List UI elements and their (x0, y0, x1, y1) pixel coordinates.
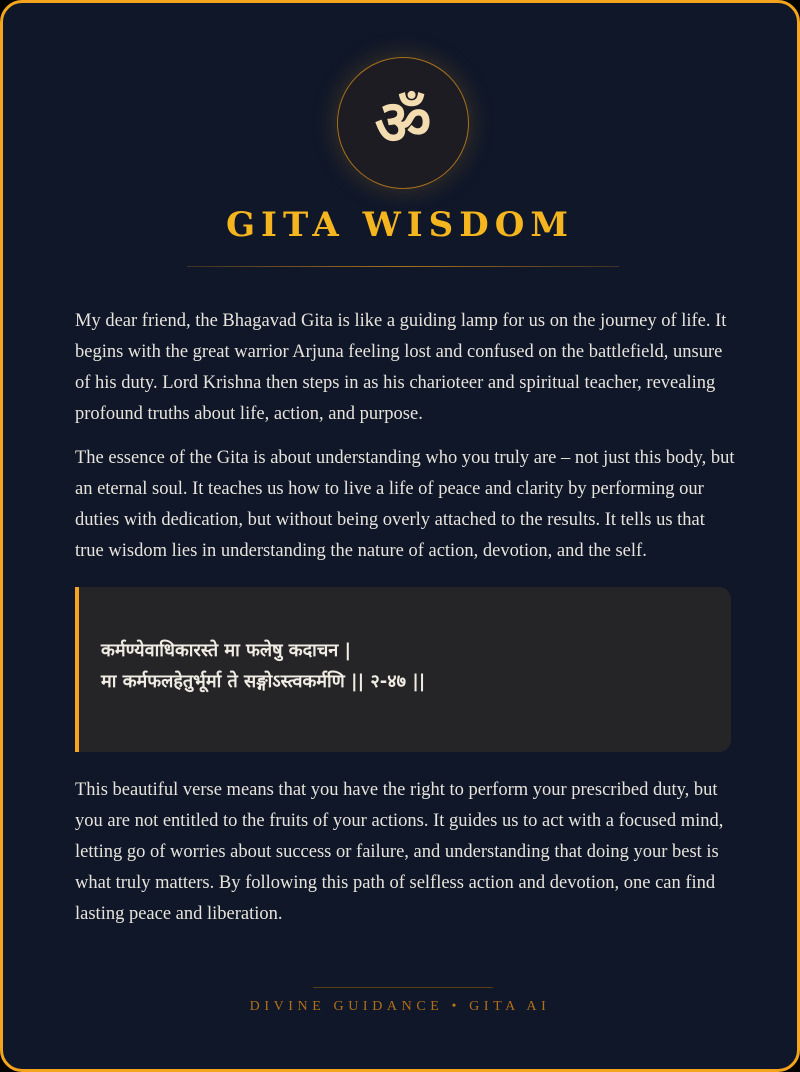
page-title: GITA WISDOM (226, 205, 574, 245)
verse-quote (75, 587, 731, 752)
verse-line-1: कर्मण्येवाधिकारस्ते मा फलेषु कदाचन | (101, 640, 352, 661)
verse-explanation-paragraph: This beautiful verse means that you have the right to perform your prescribed duty, but you are not entitled to the fruits of your actions. It guides us to act with a focused mind, letting go of worries about success or failure, and understanding that doing your best is what truly matters. By following this path of selfless action and devotion, one can find lasting peace and liberation. (75, 780, 724, 924)
om-icon: ॐ (374, 86, 432, 159)
title-divider (187, 266, 619, 267)
om-emblem (337, 57, 469, 189)
verse-line-2: मा कर्मफलहेतुर्भूर्मा ते सङ्गोऽस्त्वकर्मणि || २-४७ || (101, 671, 426, 692)
footer-text: DIVINE GUIDANCE • GITA AI (249, 999, 551, 1014)
essence-paragraph: The essence of the Gita is about understanding who you truly are – not just this body, but an eternal soul. It teaches us how to live a life of peace and clarity by performing our duties with dedication, but without being overly attached to the results. It tells us that true wisdom lies in understanding the nature of action, devotion, and the self. (75, 448, 735, 561)
intro-paragraph: My dear friend, the Bhagavad Gita is like a guiding lamp for us on the journey of life. It begins with the great warrior Arjuna feeling lost and confused on the battlefield, unsure of his duty. Lord Krishna then steps in as his charioteer and spiritual teacher, revealing profound truths about life, action, and purpose. (75, 311, 727, 424)
footer-divider (313, 987, 493, 988)
